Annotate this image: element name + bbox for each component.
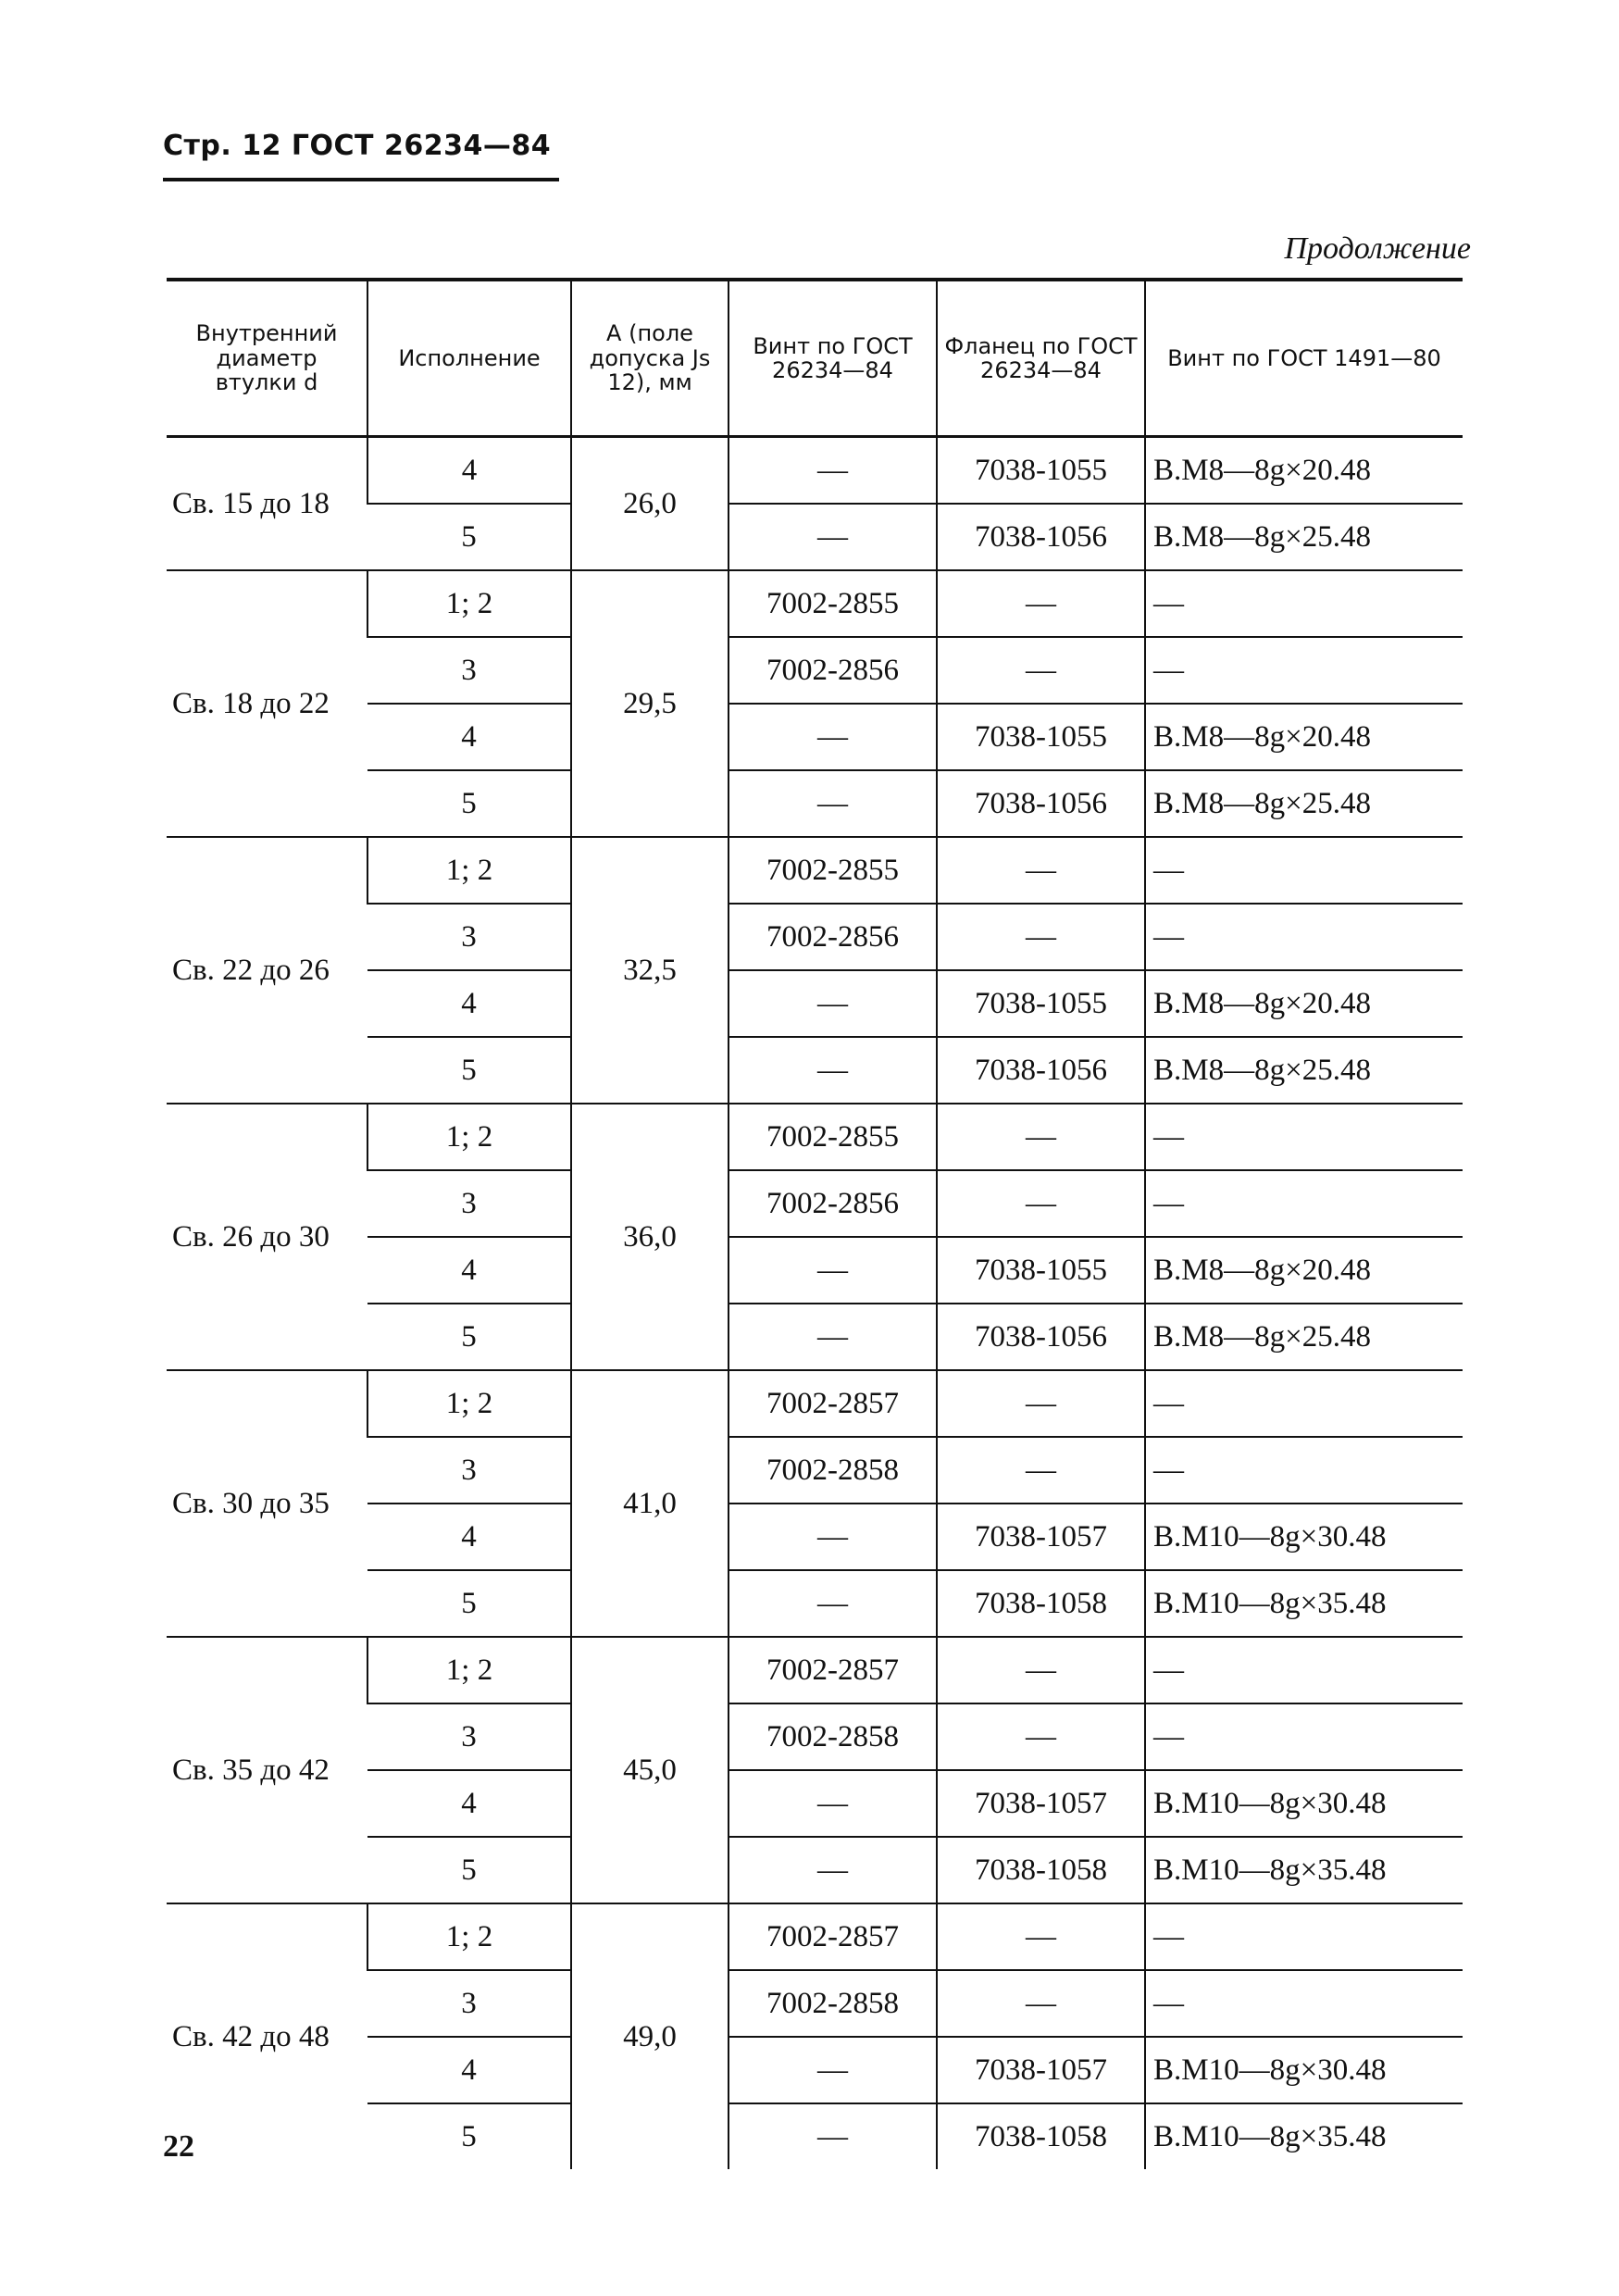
diameter-cell: Св. 42 до 48	[172, 2019, 330, 2053]
screw-1491-cell: В.М8—8g×20.48	[1145, 704, 1463, 770]
version-cell: 5	[367, 1037, 571, 1104]
version-cell: 1; 2	[367, 1637, 571, 1703]
version-cell: 3	[367, 637, 571, 704]
screw-1491-cell: В.М10—8g×35.48	[1145, 1570, 1463, 1637]
table-row	[167, 1370, 1463, 1437]
screw-cell: 7002-2858	[729, 1703, 937, 1770]
table-header-row	[167, 280, 1463, 437]
screw-1491-cell: В.М8—8g×20.48	[1145, 1237, 1463, 1304]
screw-cell: 7002-2858	[729, 1970, 937, 2037]
version-cell: 4	[367, 970, 571, 1037]
screw-1491-cell: —	[1145, 904, 1463, 970]
a-value-cell: 49,0	[571, 1903, 729, 2169]
version-cell: 5	[461, 2119, 477, 2153]
flange-cell: 7038-1056	[937, 504, 1145, 570]
version-cell: 4	[367, 437, 571, 505]
screw-cell: 7002-2856	[729, 1170, 937, 1237]
flange-cell: 7038-1058	[937, 1837, 1145, 1903]
screw-cell: 7002-2857	[729, 1637, 937, 1703]
flange-cell: 7038-1056	[937, 770, 1145, 837]
screw-1491-cell: —	[1145, 1437, 1463, 1504]
flange-cell: 7038-1057	[937, 1504, 1145, 1570]
a-value-cell: 32,5	[571, 837, 729, 1104]
screw-1491-cell: —	[1145, 637, 1463, 704]
diameter-cell: Св. 15 до 18	[167, 437, 367, 571]
table-row	[167, 1903, 1463, 1970]
version-cell: 3	[367, 1970, 571, 2037]
screw-cell: —	[729, 2037, 937, 2103]
diameter-cell: Св. 22 до 26	[167, 837, 367, 1104]
screw-1491-cell: —	[1145, 1903, 1463, 1970]
col-header-version: Исполнение	[367, 280, 571, 437]
flange-cell: —	[937, 1637, 1145, 1703]
screw-cell: —	[729, 1570, 937, 1637]
a-value-cell: 45,0	[571, 1637, 729, 1903]
version-cell: 1; 2	[367, 1370, 571, 1437]
flange-cell: —	[937, 637, 1145, 704]
flange-cell: —	[937, 837, 1145, 904]
col-header-screw-1491: Винт по ГОСТ 1491—80	[1145, 280, 1463, 437]
version-cell: 5	[367, 1837, 571, 1903]
screw-1491-cell: В.М8—8g×25.48	[1145, 1037, 1463, 1104]
version-cell: 5	[367, 770, 571, 837]
version-cell: 1; 2	[367, 837, 571, 904]
screw-1491-cell: В.М10—8g×35.48	[1145, 2103, 1463, 2169]
flange-cell: 7038-1056	[937, 1304, 1145, 1370]
screw-cell: —	[729, 1237, 937, 1304]
flange-cell: 7038-1055	[937, 970, 1145, 1037]
screw-cell: —	[729, 1837, 937, 1903]
screw-1491-cell: —	[1145, 1104, 1463, 1170]
screw-cell: 7002-2857	[729, 1370, 937, 1437]
table-body	[167, 437, 1463, 2170]
screw-cell: —	[729, 704, 937, 770]
version-cell: 1; 2	[367, 1903, 571, 1970]
screw-1491-cell: В.М8—8g×25.48	[1145, 504, 1463, 570]
diameter-cell: Св. 18 до 22	[167, 570, 367, 837]
col-header-screw: Винт по ГОСТ 26234—84	[729, 280, 937, 437]
screw-cell: —	[729, 504, 937, 570]
diameter-cell: Св. 30 до 35	[167, 1370, 367, 1637]
flange-cell: —	[937, 904, 1145, 970]
a-value-cell: 41,0	[571, 1370, 729, 1637]
screw-cell: —	[729, 970, 937, 1037]
screw-cell: —	[729, 1504, 937, 1570]
table-row	[167, 1104, 1463, 1170]
flange-cell: 7038-1057	[937, 1770, 1145, 1837]
screw-cell: —	[729, 1304, 937, 1370]
diameter-cell: Св. 35 до 42	[167, 1637, 367, 1903]
diameter-cell: Св. 26 до 30	[167, 1104, 367, 1370]
table-row	[167, 570, 1463, 637]
screw-cell: 7002-2855	[729, 1104, 937, 1170]
screw-cell: —	[729, 2103, 937, 2169]
version-cell: 1; 2	[367, 1104, 571, 1170]
screw-1491-cell: В.М10—8g×35.48	[1145, 1837, 1463, 1903]
continuation-label: Продолжение	[1284, 231, 1471, 266]
screw-1491-cell: В.М8—8g×20.48	[1145, 437, 1463, 505]
version-cell: 3	[367, 1170, 571, 1237]
table-row	[167, 837, 1463, 904]
screw-1491-cell: —	[1145, 1703, 1463, 1770]
screw-cell: 7002-2857	[729, 1903, 937, 1970]
flange-cell: 7038-1055	[937, 437, 1145, 505]
flange-cell: 7038-1057	[937, 2037, 1145, 2103]
screw-cell: —	[729, 770, 937, 837]
screw-1491-cell: —	[1145, 1970, 1463, 2037]
version-cell: 5	[367, 1304, 571, 1370]
screw-cell: —	[729, 1037, 937, 1104]
screw-1491-cell: В.М8—8g×25.48	[1145, 770, 1463, 837]
screw-1491-cell: —	[1145, 1170, 1463, 1237]
screw-1491-cell: —	[1145, 1370, 1463, 1437]
version-cell: 3	[367, 1703, 571, 1770]
version-cell: 4	[367, 1504, 571, 1570]
flange-cell: —	[937, 1703, 1145, 1770]
specification-table	[167, 278, 1463, 2169]
screw-1491-cell: В.М10—8g×30.48	[1145, 1770, 1463, 1837]
screw-cell: 7002-2855	[729, 570, 937, 637]
header-rule	[163, 178, 559, 181]
screw-cell: 7002-2856	[729, 904, 937, 970]
a-value-cell: 29,5	[571, 570, 729, 837]
screw-1491-cell: —	[1145, 837, 1463, 904]
flange-cell: —	[937, 1970, 1145, 2037]
screw-cell: —	[729, 437, 937, 505]
version-cell: 5	[367, 1570, 571, 1637]
screw-1491-cell: В.М8—8g×20.48	[1145, 970, 1463, 1037]
screw-1491-cell: В.М8—8g×25.48	[1145, 1304, 1463, 1370]
screw-1491-cell: В.М10—8g×30.48	[1145, 1504, 1463, 1570]
flange-cell: —	[937, 1437, 1145, 1504]
version-cell: 3	[367, 904, 571, 970]
table-row	[167, 437, 1463, 505]
table-row	[167, 1637, 1463, 1703]
flange-cell: 7038-1056	[937, 1037, 1145, 1104]
screw-cell: 7002-2858	[729, 1437, 937, 1504]
screw-cell: 7002-2856	[729, 637, 937, 704]
version-cell: 4	[367, 2037, 571, 2103]
col-header-a: A (поле допуска Js 12), мм	[571, 280, 729, 437]
screw-cell: 7002-2855	[729, 837, 937, 904]
flange-cell: —	[937, 1370, 1145, 1437]
flange-cell: —	[937, 570, 1145, 637]
version-cell: 4	[367, 1237, 571, 1304]
a-value-cell: 26,0	[571, 437, 729, 571]
page-number: 22	[163, 2129, 194, 2164]
version-cell: 3	[367, 1437, 571, 1504]
col-header-diameter: Внутренний диаметр втулки d	[167, 280, 367, 437]
version-cell: 5	[367, 504, 571, 570]
screw-1491-cell: В.М10—8g×30.48	[1145, 2037, 1463, 2103]
screw-1491-cell: —	[1145, 1637, 1463, 1703]
col-header-flange: Фланец по ГОСТ 26234—84	[937, 280, 1145, 437]
flange-cell: 7038-1055	[937, 704, 1145, 770]
screw-cell: —	[729, 1770, 937, 1837]
version-cell: 1; 2	[367, 570, 571, 637]
flange-cell: 7038-1058	[937, 2103, 1145, 2169]
flange-cell: 7038-1058	[937, 1570, 1145, 1637]
flange-cell: 7038-1055	[937, 1237, 1145, 1304]
page-header: Стр. 12 ГОСТ 26234—84	[163, 130, 552, 162]
screw-1491-cell: —	[1145, 570, 1463, 637]
flange-cell: —	[937, 1903, 1145, 1970]
flange-cell: —	[937, 1170, 1145, 1237]
a-value-cell: 36,0	[571, 1104, 729, 1370]
version-cell: 4	[367, 1770, 571, 1837]
version-cell: 4	[367, 704, 571, 770]
flange-cell: —	[937, 1104, 1145, 1170]
